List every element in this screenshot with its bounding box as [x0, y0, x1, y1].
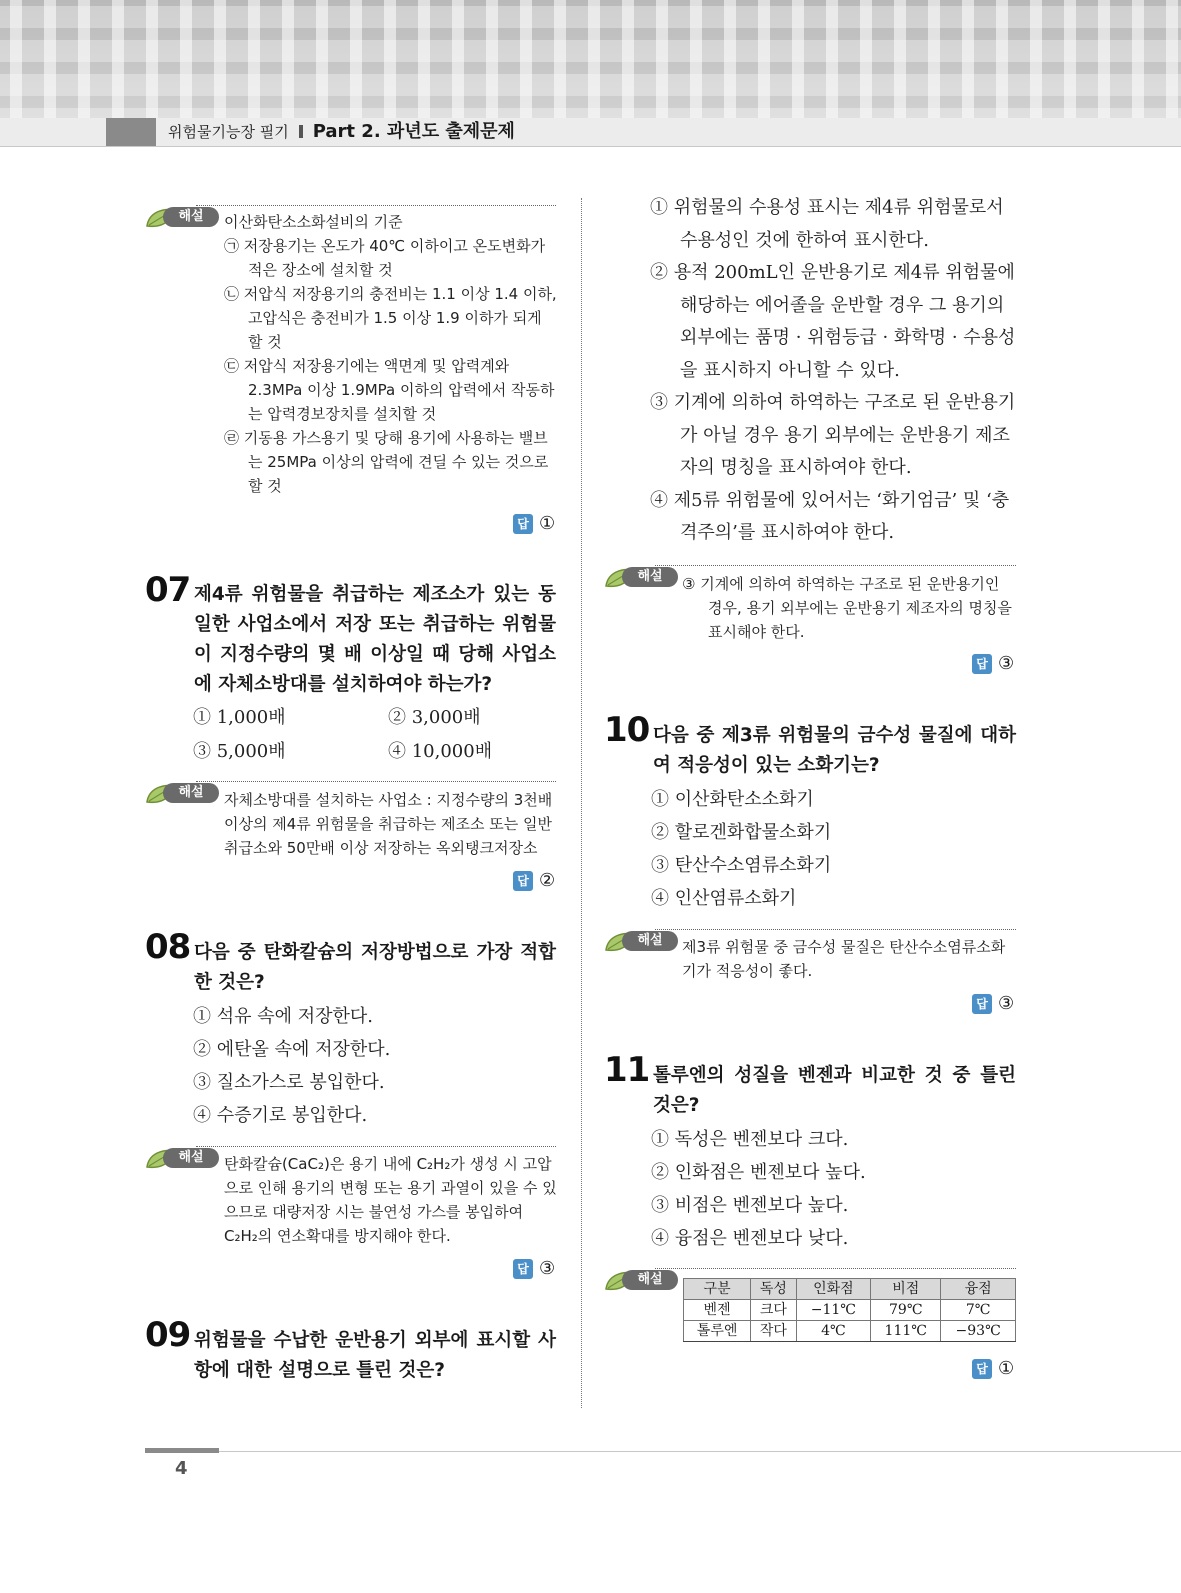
explanation-title: 이산화탄소소화설비의 기준: [224, 213, 403, 231]
explanation-badge: [604, 930, 682, 956]
q09-options: [650, 192, 1016, 550]
answer-label: 답: [972, 654, 992, 674]
q10-option-3[interactable]: ③ 탄산수소염류소화기: [651, 855, 832, 876]
answer-label: 답: [972, 994, 992, 1014]
table-cell: 111℃: [871, 1321, 941, 1342]
table-header: 인화점: [796, 1279, 871, 1300]
explanation-rule: [196, 205, 556, 206]
q10-option-1[interactable]: ① 이산화탄소소화기: [651, 789, 814, 810]
table-cell: 톨루엔: [684, 1321, 751, 1342]
q10-option-4[interactable]: ④ 인산염류소화기: [651, 888, 797, 909]
q09-option-4[interactable]: ④ 제5류 위험물에 있어서는 ‘화기엄금’ 및 ‘충격주의’를 표시하여야 한다.: [650, 489, 1010, 543]
q08-answer: [513, 1258, 555, 1280]
table-header: 구분: [684, 1279, 751, 1300]
q09-option-2[interactable]: ② 용적 200mL인 운반용기로 제4류 위험물에 해당하는 에어졸을 운반할 경우 그 용기의 외부에는 품명 · 위험등급 · 화학명 · 수용성을 표시하지 아니할 수 있다.: [650, 262, 1016, 381]
q10-explanation: 제3류 위험물 중 금수성 물질은 탄산수소염류소화기가 적응성이 좋다.: [682, 938, 1006, 980]
q08-option-2[interactable]: ② 에탄올 속에 저장한다.: [193, 1039, 391, 1060]
explanation-badge: [604, 1269, 682, 1295]
table-cell: 4℃: [796, 1321, 871, 1342]
answer-value: ①: [998, 1358, 1015, 1379]
q07-number: 07: [145, 570, 191, 610]
answer-label: 답: [513, 1259, 533, 1279]
explanation-badge: [145, 1147, 223, 1173]
q09-answer: [972, 653, 1014, 675]
q10-answer: [972, 993, 1014, 1015]
q07-option-3[interactable]: ③ 5,000배: [193, 741, 286, 762]
answer-label: 답: [513, 514, 533, 534]
table-cell: 크다: [751, 1300, 796, 1321]
running-header: [168, 121, 515, 143]
answer-value: ①: [539, 513, 556, 534]
explanation-label: 해설: [622, 1270, 678, 1290]
answer-value: ③: [998, 653, 1015, 674]
q07-option-4[interactable]: ④ 10,000배: [388, 741, 493, 762]
q07-question: 제4류 위험물을 취급하는 제조소가 있는 동일한 사업소에서 저장 또는 취급하는 위험물이 지정수량의 몇 배 이상일 때 당해 사업소에 자체소방대를 설치하여야 하는가?: [194, 584, 556, 695]
q09-number: 09: [145, 1315, 191, 1355]
comparison-table: [683, 1278, 1016, 1342]
q08-option-4[interactable]: ④ 수증기로 봉입한다.: [193, 1105, 368, 1126]
answer-value: ③: [998, 993, 1015, 1014]
q11-option-3[interactable]: ③ 비점은 벤젠보다 높다.: [651, 1195, 849, 1216]
q07-option-1[interactable]: ① 1,000배: [193, 707, 286, 728]
q09-option-1[interactable]: ① 위험물의 수용성 표시는 제4류 위험물로서 수용성인 것에 한하여 표시한다.: [650, 197, 1004, 251]
explanation-rule: [655, 1268, 1016, 1269]
footer-rule: [145, 1451, 1181, 1452]
q09-explanation: ③ 기계에 의하여 하역하는 구조로 된 운반용기인 경우, 용기 외부에는 운반용기 제조자의 명칭을 표시해야 한다.: [682, 575, 1012, 641]
q07-answer: [513, 870, 555, 892]
q10-question: 다음 중 제3류 위험물의 금수성 물질에 대하여 적응성이 있는 소화기는?: [653, 725, 1016, 776]
table-cell: 79℃: [871, 1300, 941, 1321]
q08-option-1[interactable]: ① 석유 속에 저장한다.: [193, 1006, 373, 1027]
table-header: 융점: [941, 1279, 1016, 1300]
q10-option-2[interactable]: ② 할로겐화합물소화기: [651, 822, 832, 843]
answer-value: ③: [539, 1258, 556, 1279]
header-accent-block: [106, 118, 156, 146]
explanation-rule: [655, 929, 1016, 930]
q06-explanation: [224, 210, 557, 498]
q11-option-4[interactable]: ④ 융점은 벤젠보다 낮다.: [651, 1228, 849, 1249]
explanation-rule: [196, 1146, 556, 1147]
table-row: [684, 1300, 1016, 1321]
answer-value: ②: [539, 870, 556, 891]
table-cell: 벤젠: [684, 1300, 751, 1321]
q08-explanation: 탄화칼슘(CaC₂)은 용기 내에 C₂H₂가 생성 시 고압으로 인해 용기의 변형 또는 용기 과열이 있을 수 있으므로 대량저장 시는 불연성 가스를 봉입하여 C₂H₂의 연소확대를 방지해야 한다.: [224, 1155, 557, 1245]
q11-answer: [972, 1358, 1014, 1380]
table-header-row: [684, 1279, 1016, 1300]
part-title: Part 2. 과년도 출제문제: [312, 121, 515, 142]
table-header: 비점: [871, 1279, 941, 1300]
table-header: 독성: [751, 1279, 796, 1300]
q10-number: 10: [604, 710, 650, 750]
explanation-badge: [145, 782, 223, 808]
q06-answer: [513, 513, 555, 535]
footer-accent: [145, 1448, 219, 1453]
q11-option-2[interactable]: ② 인화점은 벤젠보다 높다.: [651, 1162, 866, 1183]
table-row: [684, 1321, 1016, 1342]
explanation-rule: [196, 781, 556, 782]
book-title: 위험물기능장 필기: [168, 123, 289, 141]
q08-number: 08: [145, 927, 191, 967]
explanation-label: 해설: [163, 783, 219, 803]
page-number: 4: [175, 1458, 188, 1479]
explanation-label: 해설: [622, 567, 678, 587]
explanation-rule: [655, 565, 1016, 566]
explanation-item: ㉠ 저장용기는 온도가 40℃ 이하이고 온도변화가 적은 장소에 설치할 것: [224, 237, 546, 279]
explanation-label: 해설: [163, 1148, 219, 1168]
explanation-badge: [145, 206, 223, 232]
explanation-badge: [604, 566, 682, 592]
q08-option-3[interactable]: ③ 질소가스로 봉입한다.: [193, 1072, 385, 1093]
explanation-label: 해설: [622, 931, 678, 951]
table-cell: −93℃: [941, 1321, 1016, 1342]
explanation-label: 해설: [163, 207, 219, 227]
header-banner: [0, 0, 1181, 118]
q07-explanation: 자체소방대를 설치하는 사업소 : 지정수량의 3천배 이상의 제4류 위험물을 취급하는 제조소 또는 일반취급소와 50만배 이상 저장하는 옥외탱크저장소: [224, 791, 553, 857]
table-cell: −11℃: [796, 1300, 871, 1321]
answer-label: 답: [972, 1359, 992, 1379]
q11-number: 11: [604, 1050, 650, 1090]
q07-option-2[interactable]: ② 3,000배: [388, 707, 481, 728]
q09-option-3[interactable]: ③ 기계에 의하여 하역하는 구조로 된 운반용기가 아닐 경우 용기 외부에는 운반용기 제조자의 명칭을 표시하여야 한다.: [650, 392, 1016, 478]
table-cell: 7℃: [941, 1300, 1016, 1321]
q09-question: 위험물을 수납한 운반용기 외부에 표시할 사항에 대한 설명으로 틀린 것은?: [194, 1330, 556, 1381]
explanation-item: ㉢ 저압식 저장용기에는 액면계 및 압력계와 2.3MPa 이상 1.9MPa 이하의 압력에서 작동하는 압력경보장치를 설치할 것: [224, 357, 555, 423]
q11-question: 톨루엔의 성질을 벤젠과 비교한 것 중 틀린 것은?: [653, 1065, 1016, 1116]
q11-option-1[interactable]: ① 독성은 벤젠보다 크다.: [651, 1129, 849, 1150]
explanation-item: ㉣ 기동용 가스용기 및 당해 용기에 사용하는 밸브는 25MPa 이상의 압력에 견딜 수 있는 것으로 할 것: [224, 429, 549, 495]
answer-label: 답: [513, 871, 533, 891]
table-cell: 작다: [751, 1321, 796, 1342]
column-divider: [581, 198, 582, 1408]
header-separator: [299, 125, 303, 138]
q08-question: 다음 중 탄화칼슘의 저장방법으로 가장 적합한 것은?: [194, 942, 556, 993]
explanation-item: ㉡ 저압식 저장용기의 충전비는 1.1 이상 1.4 이하, 고압식은 충전비가 1.5 이상 1.9 이하가 되게 할 것: [224, 285, 557, 351]
